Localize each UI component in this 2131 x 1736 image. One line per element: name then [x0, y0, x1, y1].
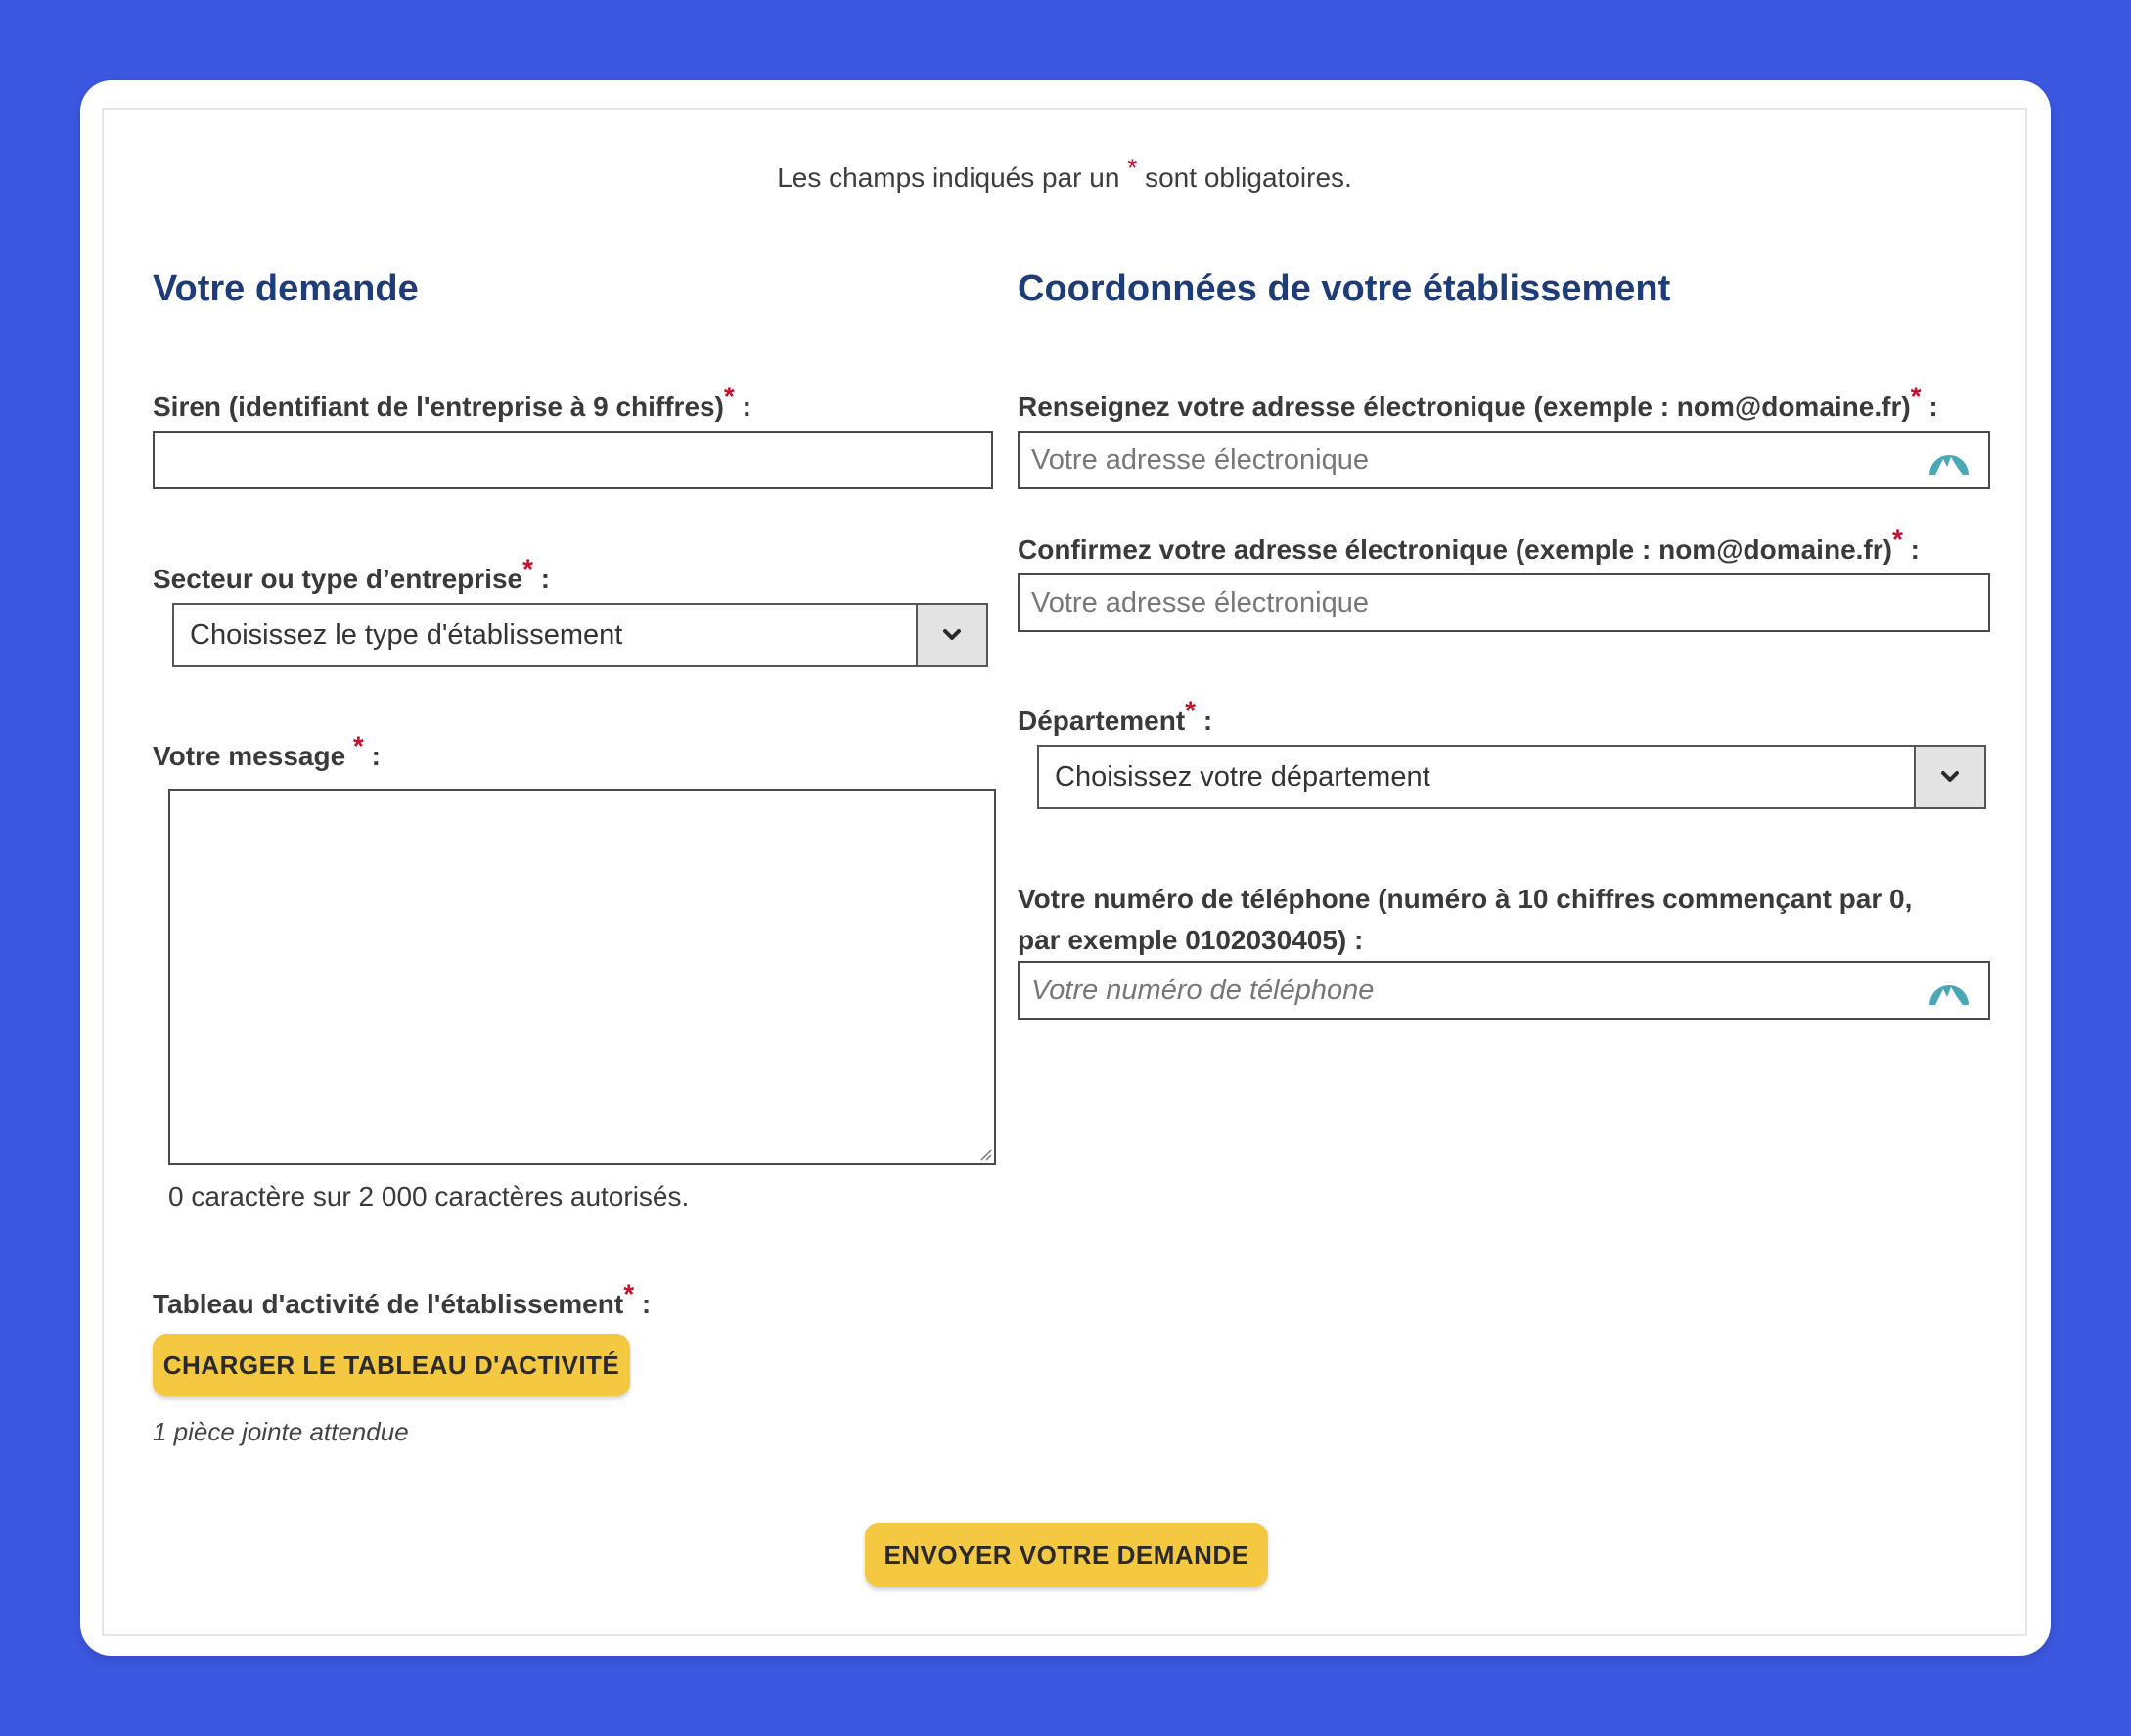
- required-asterisk: *: [1185, 695, 1197, 726]
- email-confirm-input[interactable]: [1018, 573, 1990, 632]
- phone-input[interactable]: [1018, 961, 1990, 1020]
- sector-selected-value: Choisissez le type d'établissement: [190, 618, 623, 651]
- activity-label-text: Tableau d'activité de l'établissement: [153, 1289, 624, 1319]
- chevron-down-icon: [942, 628, 962, 642]
- label-suffix: :: [1921, 391, 1938, 422]
- resize-grip-icon[interactable]: [976, 1145, 992, 1161]
- phone-placeholder: Votre numéro de téléphone: [1031, 974, 1375, 1006]
- section-title-coordonnees: Coordonnées de votre établissement: [1018, 268, 1671, 309]
- submit-request-button[interactable]: ENVOYER VOTRE DEMANDE: [865, 1523, 1268, 1587]
- message-textarea[interactable]: [168, 789, 996, 1165]
- sector-label: [153, 553, 551, 600]
- email-confirm-label: [1018, 524, 1920, 571]
- phone-label: [1018, 879, 1912, 961]
- email-input[interactable]: [1018, 431, 1990, 489]
- siren-label: [153, 381, 751, 428]
- message-label: [153, 730, 381, 777]
- chevron-down-icon: [1940, 770, 1960, 784]
- email-label: [1018, 381, 1938, 428]
- required-asterisk: *: [352, 730, 364, 761]
- department-selected-value: Choisissez votre département: [1055, 760, 1430, 793]
- character-counter: 0 caractère sur 2 000 caractères autorisés.: [168, 1181, 690, 1211]
- required-asterisk: *: [723, 381, 735, 412]
- required-asterisk: *: [1891, 524, 1903, 555]
- label-suffix: :: [634, 1289, 652, 1319]
- attachment-hint: 1 pièce jointe attendue: [153, 1417, 409, 1446]
- section-title-votre-demande: Votre demande: [153, 268, 419, 309]
- sector-select[interactable]: [172, 603, 988, 667]
- siren-input[interactable]: [153, 431, 993, 489]
- form-card: [80, 80, 2051, 1656]
- notice-before: Les champs indiqués par un: [777, 162, 1120, 193]
- sector-label-text: Secteur ou type d’entreprise: [153, 564, 523, 594]
- message-label-text: Votre message: [153, 741, 353, 771]
- department-label: [1018, 695, 1213, 742]
- phone-label-line2: par exemple 0102030405) :: [1018, 925, 1364, 955]
- nordpass-icon[interactable]: [1927, 443, 1971, 477]
- required-asterisk: *: [1910, 381, 1922, 412]
- department-label-text: Département: [1018, 706, 1186, 736]
- label-suffix: :: [533, 564, 551, 594]
- required-asterisk: *: [623, 1278, 635, 1309]
- required-asterisk: *: [522, 553, 534, 584]
- nordpass-icon[interactable]: [1927, 974, 1971, 1007]
- email-confirm-placeholder: Votre adresse électronique: [1031, 586, 1369, 618]
- required-fields-notice: [104, 153, 2025, 194]
- email-placeholder: Votre adresse électronique: [1031, 443, 1369, 476]
- upload-activity-table-button[interactable]: CHARGER LE TABLEAU D'ACTIVITÉ: [153, 1334, 630, 1396]
- label-suffix: :: [363, 741, 381, 771]
- label-suffix: :: [1902, 534, 1920, 565]
- email-confirm-label-text: Confirmez votre adresse électronique (exemple : nom@domaine.fr): [1018, 534, 1892, 565]
- email-label-text: Renseignez votre adresse électronique (exemple : nom@domaine.fr): [1018, 391, 1911, 422]
- siren-label-text: Siren (identifiant de l'entreprise à 9 chiffres): [153, 391, 724, 422]
- label-suffix: :: [734, 391, 751, 422]
- department-select[interactable]: [1037, 745, 1986, 809]
- phone-label-line1: Votre numéro de téléphone (numéro à 10 chiffres commençant par 0,: [1018, 884, 1913, 914]
- department-dropdown-button[interactable]: [1914, 747, 1984, 807]
- label-suffix: :: [1196, 706, 1213, 736]
- activity-table-label: [153, 1278, 652, 1325]
- required-asterisk: *: [1127, 153, 1138, 183]
- notice-after: sont obligatoires.: [1145, 162, 1352, 193]
- form-panel: [102, 108, 2027, 1636]
- sector-dropdown-button[interactable]: [916, 605, 986, 665]
